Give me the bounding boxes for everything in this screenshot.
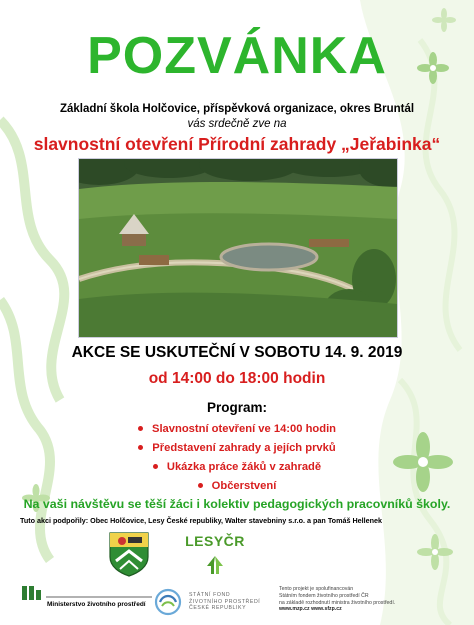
lesy-cr-logo: [183, 533, 247, 581]
event-name: slavnostní otevření Přírodní zahrady „Jeřabinka“: [33, 134, 441, 154]
bullet-icon: [153, 464, 158, 469]
tree-arrow-icon: [205, 554, 225, 576]
bullet-icon: [138, 426, 143, 431]
bullet-icon: [198, 483, 203, 488]
lesy-cr-text: LESYČR: [185, 533, 245, 549]
sfzp-text: [189, 592, 260, 612]
project-websites: www.mzp.cz www.sfzp.cz: [279, 606, 342, 613]
program-item-label: Ukázka práce žáků v zahradě: [166, 461, 322, 473]
program-item: [0, 420, 474, 439]
program-heading: Program:: [206, 400, 267, 415]
coat-of-arms-icon: [108, 531, 150, 577]
sfzp-line: STÁTNÍ FOND: [189, 592, 231, 598]
sfzp-line: ČESKÉ REPUBLIKY: [189, 605, 247, 611]
invite-text: vás srdečně zve na: [187, 118, 287, 130]
program-list: [0, 420, 474, 496]
program-item: [0, 477, 474, 496]
event-date: AKCE SE USKUTEČNÍ V SOBOTU 14. 9. 2019: [71, 344, 403, 361]
ministry-text: Ministerstvo životního prostředí: [47, 601, 146, 608]
program-item-label: Slavnostní otevření ve 14:00 hodin: [151, 423, 337, 435]
project-line: Tento projekt je spolufinancován: [279, 586, 354, 592]
bullet-icon: [138, 445, 143, 450]
school-name: Základní škola Holčovice, příspěvková organizace, okres Bruntál: [59, 103, 415, 115]
sfzp-logo-icon: [154, 588, 182, 616]
closing-text: Na vaši návštěvu se těší žáci i kolektiv pedagogických pracovníků školy.: [23, 497, 451, 511]
project-line: na základě rozhodnutí ministra životního prostředí.: [279, 599, 396, 606]
sponsors-text: Tuto akci podpořily: Obec Holčovice, Lesy České republiky, Walter stavebniny s.r.o. a pan Tomáš Hellenek: [20, 516, 383, 525]
project-line: Státním fondem životního prostředí ČR: [279, 592, 369, 599]
event-time: od 14:00 do 18:00 hodin: [148, 370, 326, 387]
program-item-label: Občerstvení: [211, 480, 277, 492]
program-item-label: Představení zahrady a jejích prvků: [152, 442, 336, 454]
program-item: [0, 458, 474, 477]
project-funding-text: [279, 586, 395, 613]
program-item: [0, 439, 474, 458]
invitation-title: POZVÁNKA: [87, 27, 387, 85]
sfzp-line: ŽIVOTNÍHO PROSTŘEDÍ: [189, 598, 261, 605]
garden-photo: [78, 158, 398, 338]
